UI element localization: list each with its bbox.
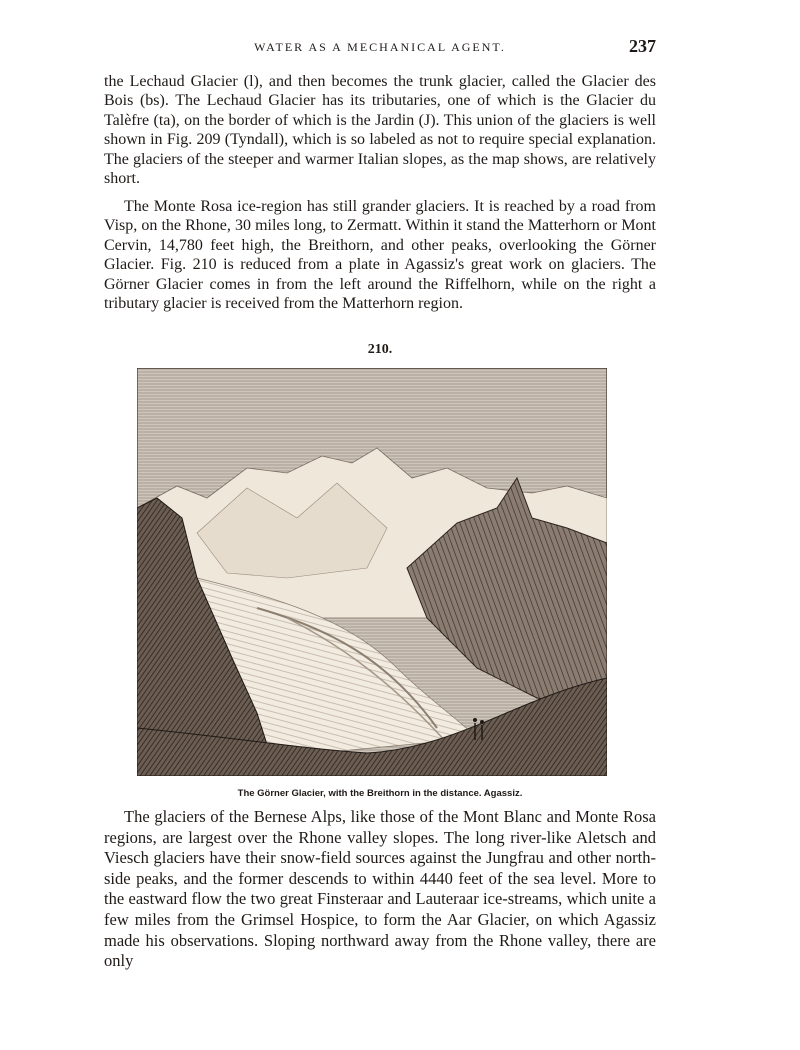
- glacier-engraving: [137, 368, 607, 776]
- paragraph-1: the Lechaud Glacier (l), and then becomes the trunk glacier, called the Glacier des Bois (bs). The Lechaud Glacier has its tributaries, one of which is the Glacier du Talèfre (ta), on the border of which is the Jardin (J). This union of the glaciers is well shown in Fig. 209 (Tyndall), which is so labeled as not to require special explanation. The glaciers of the steeper and warmer Italian slopes, as the map shows, are relatively short.: [104, 73, 656, 188]
- page-header: [104, 36, 656, 60]
- figure-caption: The Görner Glacier, with the Breithorn in the distance. Agassiz.: [237, 788, 523, 799]
- paragraph-2: The Monte Rosa ice-region has still grander glaciers. It is reached by a road from Visp, on the Rhone, 30 miles long, to Zermatt. Within it stand the Matterhorn or Mont Cervin, 14,780 feet high, the Breithorn, and other peaks, overlooking the Görner Glacier. Fig. 210 is reduced from a plate in Agassiz's great work on glaciers. The Görner Glacier comes in from the left around the Riffelhorn, while on the right a tributary glacier is received from the Matterhorn region.: [104, 198, 656, 313]
- running-head: WATER AS A MECHANICAL AGENT.: [254, 40, 506, 54]
- figure-number: 210.: [367, 342, 393, 357]
- page-number: 237: [629, 36, 656, 56]
- paragraph-3: The glaciers of the Bernese Alps, like those of the Mont Blanc and Monte Rosa regions, are largest over the Rhone valley slopes. The long river-like Aletsch and Viesch glaciers have their snow-field sources against the Jungfrau and other north-side peaks, and the former descends to within 4440 feet of the sea level. More to the eastward flow the two great Finsteraar and Lauteraar ice-streams, which unite a few miles from the Grimsel Hospice, to form the Aar Glacier, on which Agassiz made his observations. Sloping northward away from the Rhone valley, there are only: [104, 807, 656, 971]
